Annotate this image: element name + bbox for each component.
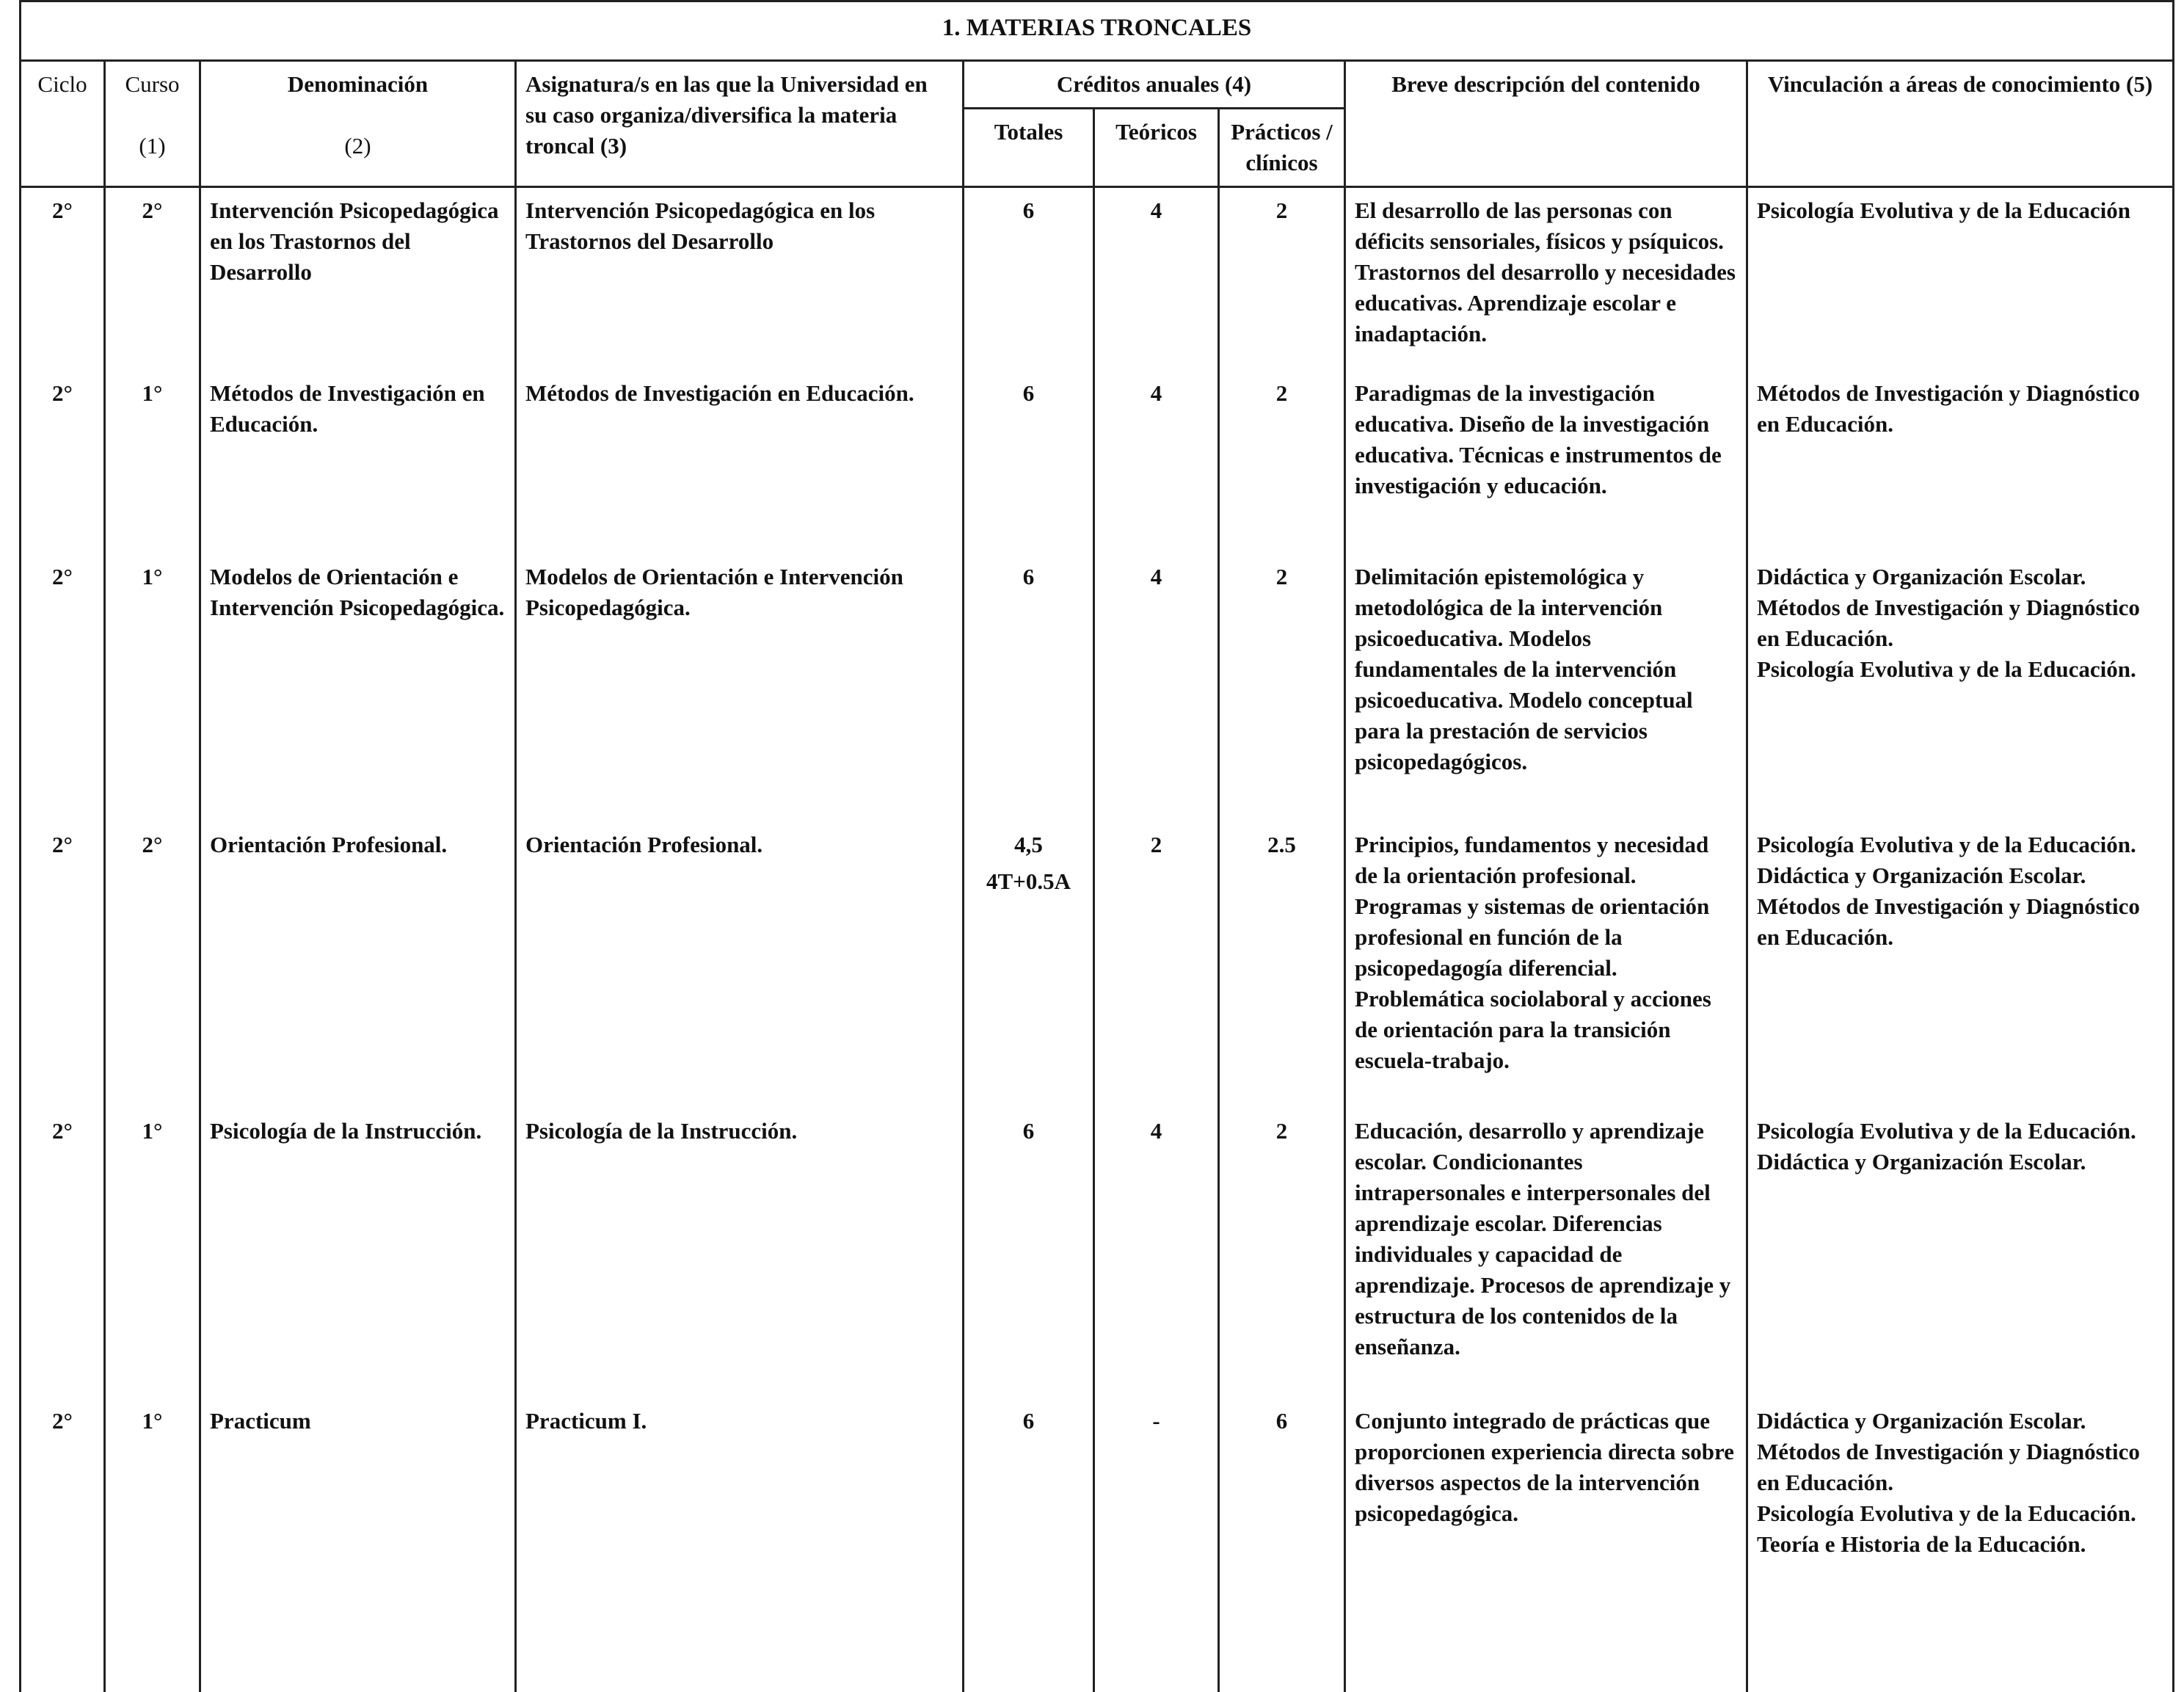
asignatura-cell: Métodos de Investigación en Educación. — [516, 371, 964, 554]
asignatura-cell: Modelos de Orientación e Intervención Psicopedagógica. — [516, 554, 964, 822]
vinculacion-area: Didáctica y Organización Escolar. — [1757, 862, 2086, 888]
descripcion-cell: Paradigmas de la investigación educativa. Diseño de la investigación educativa. Técnicas e instrumentos de investigación y educación. — [1345, 371, 1747, 554]
denominacion-cell: Psicología de la Instrucción. — [200, 1108, 516, 1398]
ciclo-cell: 2° — [21, 554, 105, 822]
totales-cell — [964, 1398, 1094, 1692]
denominacion-cell: Practicum — [200, 1398, 516, 1692]
totales-value: 6 — [1022, 380, 1035, 406]
curso-cell: 2° — [105, 187, 200, 371]
teoricos-cell: 4 — [1094, 371, 1219, 554]
table-row — [21, 1398, 2174, 1692]
table-row — [21, 822, 2174, 1108]
vinculacion-cell — [1747, 371, 2174, 554]
curso-cell: 1° — [105, 371, 200, 554]
totales-value: 6 — [1022, 563, 1035, 589]
vinculacion-cell — [1747, 1108, 2174, 1398]
teoricos-cell: 2 — [1094, 822, 1219, 1108]
col-practicos-header: Prácticos / clínicos — [1219, 109, 1345, 187]
descripcion-cell: Conjunto integrado de prácticas que proporcionen experiencia directa sobre diversos aspectos de la intervención psicopedagógica. — [1345, 1398, 1747, 1692]
vinculacion-area: Psicología Evolutiva y de la Educación — [1757, 197, 2130, 223]
table-row — [21, 1108, 2174, 1398]
vinculacion-area: Métodos de Investigación y Diagnóstico en Educación. — [1757, 594, 2140, 651]
totales-cell — [964, 371, 1094, 554]
curso-cell: 1° — [105, 554, 200, 822]
col-totales-header: Totales — [964, 109, 1094, 187]
vinculacion-area: Psicología Evolutiva y de la Educación. — [1757, 656, 2136, 682]
ciclo-cell: 2° — [21, 187, 105, 371]
table-title: 1. MATERIAS TRONCALES — [21, 1, 2174, 61]
curso-label: Curso — [125, 71, 180, 97]
practicos-cell: 2 — [1219, 554, 1345, 822]
denominacion-note: (2) — [344, 133, 371, 159]
asignatura-cell: Practicum I. — [516, 1398, 964, 1692]
vinculacion-area: Psicología Evolutiva y de la Educación. — [1757, 831, 2136, 857]
vinculacion-area: Teoría e Historia de la Educación. — [1757, 1531, 2086, 1557]
practicos-cell: 2 — [1219, 1108, 1345, 1398]
practicos-cell: 2 — [1219, 187, 1345, 371]
vinculacion-area: Psicología Evolutiva y de la Educación. — [1757, 1500, 2136, 1526]
totales-cell — [964, 1108, 1094, 1398]
col-teoricos-header: Teóricos — [1094, 109, 1219, 187]
totales-cell — [964, 554, 1094, 822]
teoricos-cell: 4 — [1094, 554, 1219, 822]
descripcion-cell: Principios, fundamentos y necesidad de la orientación profesional. Programas y sistemas de orientación profesional en función de la psicopedagogía diferencial. Problemática sociolaboral y acciones de orientación para la transición escuela-trabajo. — [1345, 822, 1747, 1108]
col-denominacion-header — [200, 61, 516, 187]
practicos-cell: 2.5 — [1219, 822, 1345, 1108]
totales-value: 4,5 — [1014, 831, 1043, 857]
totales-breakdown: 4T+0.5A — [986, 868, 1071, 894]
teoricos-cell: 4 — [1094, 1108, 1219, 1398]
ciclo-cell: 2° — [21, 822, 105, 1108]
col-creditos-header: Créditos anuales (4) — [964, 61, 1345, 109]
curso-cell: 1° — [105, 1108, 200, 1398]
totales-value: 6 — [1022, 1117, 1035, 1144]
col-descripcion-header: Breve descripción del contenido — [1345, 61, 1747, 187]
descripcion-cell: Educación, desarrollo y aprendizaje escolar. Condicionantes intrapersonales e interpersonales del aprendizaje escolar. Diferencias individuales y capacidad de aprendizaje. Procesos de aprendizaje y estructura de los contenidos de la enseñanza. — [1345, 1108, 1747, 1398]
vinculacion-cell — [1747, 822, 2174, 1108]
ciclo-cell: 2° — [21, 371, 105, 554]
col-vinculacion-header: Vinculación a áreas de conocimiento (5) — [1747, 61, 2174, 187]
vinculacion-cell — [1747, 187, 2174, 371]
col-curso-header — [105, 61, 200, 187]
curso-note: (1) — [139, 133, 166, 159]
asignatura-cell: Intervención Psicopedagógica en los Trastornos del Desarrollo — [516, 187, 964, 371]
denominacion-cell: Orientación Profesional. — [200, 822, 516, 1108]
vinculacion-area: Didáctica y Organización Escolar. — [1757, 1148, 2086, 1174]
asignatura-cell: Orientación Profesional. — [516, 822, 964, 1108]
vinculacion-area: Didáctica y Organización Escolar. — [1757, 563, 2086, 589]
totales-cell — [964, 187, 1094, 371]
totales-value: 6 — [1022, 197, 1035, 223]
totales-cell — [964, 822, 1094, 1108]
curso-cell: 2° — [105, 822, 200, 1108]
table-row — [21, 371, 2174, 554]
practicos-cell: 2 — [1219, 371, 1345, 554]
teoricos-cell: 4 — [1094, 187, 1219, 371]
vinculacion-area: Métodos de Investigación y Diagnóstico en Educación. — [1757, 380, 2140, 437]
practicos-cell: 6 — [1219, 1398, 1345, 1692]
vinculacion-area: Métodos de Investigación y Diagnóstico en Educación. — [1757, 893, 2140, 950]
denominacion-label: Denominación — [287, 71, 429, 97]
totales-value: 6 — [1022, 1407, 1035, 1434]
vinculacion-area: Psicología Evolutiva y de la Educación. — [1757, 1117, 2136, 1144]
col-asignatura-header: Asignatura/s en las que la Universidad en su caso organiza/diversifica la materia troncal (3) — [516, 61, 964, 187]
teoricos-cell: - — [1094, 1398, 1219, 1692]
denominacion-cell: Modelos de Orientación e Intervención Psicopedagógica. — [200, 554, 516, 822]
vinculacion-area: Métodos de Investigación y Diagnóstico en Educación. — [1757, 1438, 2140, 1495]
ciclo-cell: 2° — [21, 1108, 105, 1398]
descripcion-cell: Delimitación epistemológica y metodológica de la intervención psicoeducativa. Modelos fundamentales de la intervención psicoeducativa. Modelo conceptual para la prestación de servicios psicopedagógicos. — [1345, 554, 1747, 822]
vinculacion-cell — [1747, 1398, 2174, 1692]
denominacion-cell: Métodos de Investigación en Educación. — [200, 371, 516, 554]
asignatura-cell: Psicología de la Instrucción. — [516, 1108, 964, 1398]
table-row — [21, 187, 2174, 371]
ciclo-cell: 2° — [21, 1398, 105, 1692]
troncales-document — [19, 0, 2172, 1692]
vinculacion-cell — [1747, 554, 2174, 822]
curso-cell: 1° — [105, 1398, 200, 1692]
vinculacion-area: Didáctica y Organización Escolar. — [1757, 1407, 2086, 1434]
denominacion-cell: Intervención Psicopedagógica en los Trastornos del Desarrollo — [200, 187, 516, 371]
descripcion-cell: El desarrollo de las personas con déficits sensoriales, físicos y psíquicos. Trastornos del desarrollo y necesidades educativas. Aprendizaje escolar e inadaptación. — [1345, 187, 1747, 371]
table-row — [21, 554, 2174, 822]
materias-table — [19, 0, 2174, 1692]
col-ciclo-header: Ciclo — [21, 61, 105, 187]
